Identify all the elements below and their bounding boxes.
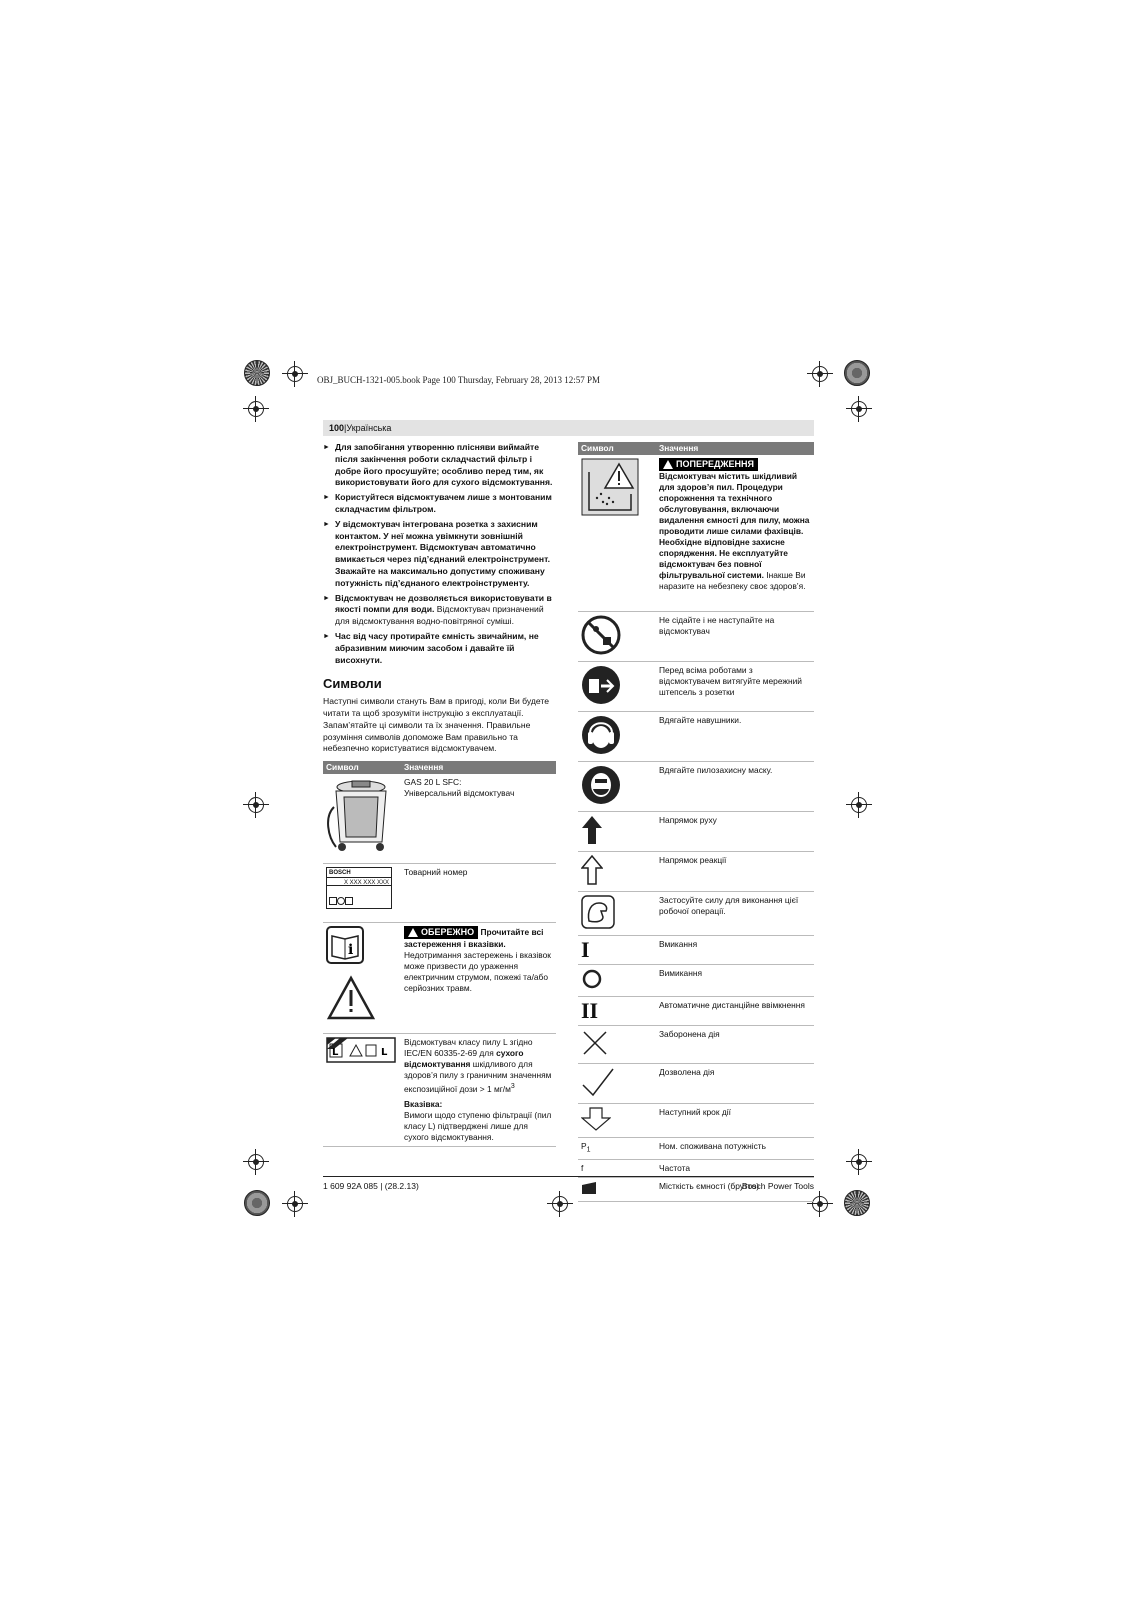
table-row: II Автоматичне дистанційне ввімкнення [578,997,814,1026]
caution-label: ОБЕРЕЖНО [404,926,478,939]
bullet-item: ► Користуйтеся відсмоктувачем лише з монтованим складчастим фільтром. [323,492,556,516]
registration-disc-bottom-left [244,1190,270,1216]
svg-text:L: L [332,1047,339,1059]
table-header-symbol: Символ [323,761,401,774]
auto-on-symbol-icon: II [581,998,599,1023]
table-row: Напрямок реакції [578,852,814,892]
table-row: Дозволена дія [578,1064,814,1104]
bullet-item: ► Час від часу протирайте ємність звичайним, не абразивним миючим засобом і давайте їй висохнути. [323,631,556,666]
bullet-item: ► Відсмоктувач не дозволяється використовувати в якості помпи для води. Відсмоктувач призначений для відсмоктування водно-повітряної суміші. [323,593,556,628]
power-symbol: P [581,1141,587,1151]
read-manual-icon [326,926,364,964]
table-row: Перед всіма роботами з відсмоктувачем витягуйте мережний штепсель з розетки [578,662,814,712]
table-row: f Частота [578,1159,814,1177]
table-row: Вимикання [578,965,814,997]
page-header: 100|Українська [323,420,814,436]
on-symbol-icon: I [581,937,590,962]
symbols-table-right [578,442,814,1202]
crop-mark-bottom-left [287,1196,303,1212]
bullet-item: ► Для запобігання утворенню плісняви виймайте після закінчення роботи складчастий фільтр і добре його просушуйте; особливо перед тим, як використовувати його для сухого відсмоктування. [323,442,556,489]
registration-disc-bottom-right [844,1190,870,1216]
table-header-meaning: Значення [656,442,814,455]
next-step-arrow-icon [581,1107,611,1131]
table-row: I Вмикання [578,936,814,965]
table-row: L L Відсмоктувач класу пилу L згідно IEC/EN 60335-2-69 для сухого відсмоктування шкідливого для здоров’я пилу з граничним значенням експозиційної дози > 1 $мг/м^3$ Вказівка: Вимоги щодо ступеню фільтрації (пил класу L) підтверджені лише для сухого відсмоктування. [323,1034,556,1147]
crop-mark-top-left [287,366,303,382]
crop-mark-right-upper [851,401,867,417]
crop-mark-right-middle [851,797,867,813]
frequency-symbol: f [581,1162,584,1173]
crop-mark-right-lower [851,1154,867,1170]
crop-mark-bottom-right [812,1196,828,1212]
table-header-symbol: Символ [578,442,656,455]
ear-protection-icon [581,715,621,755]
right-column [578,442,814,1202]
svg-text:i: i [348,942,354,959]
movement-arrow-icon [581,815,603,845]
table-row: Наступний крок дії [578,1104,814,1138]
warning-label: ПОПЕРЕДЖЕННЯ [659,458,758,471]
vacuum-cleaner-icon [326,777,396,857]
table-row: $P_1$ Ном. споживана потужність [578,1138,814,1160]
registration-disc-top-left [244,360,270,386]
table-row: ПОПЕРЕДЖЕННЯ Відсмоктувач містить шкідливий для здоров’я пил. Процедури спорожнення та технічного обслуговування, включаючи видалення ємності для пилу, можна проводити лише силами фахівців. Необхідне відповідне захисне спорядження. Не експлуатуйте відсмоктувач без повної фільтрувальної системи. Інакше Ви наразите на небезпеку своє здоров’я. [578,455,814,612]
table-row: Вдягайте пилозахисну маску. [578,762,814,812]
svg-text:L: L [381,1047,388,1059]
reaction-arrow-icon [581,855,603,885]
section-intro: Наступні символи стануть Вам в пригоді, коли Ви будете читати та щоб зрозуміти інструкцію з експлуатації. Запам’ятайте ці символи та їх значення. Правильне розуміння символів допоможе Вам правильно та небезпечно користуватися відсмоктувачем. [323,696,550,754]
footer-doc-number: 1 609 92A 085 | (28.2.13) [323,1181,419,1191]
section-title: Символи [323,676,382,692]
table-row: GAS 20 L SFC: Універсальний відсмоктувач [323,774,556,864]
harmful-dust-warning-icon [581,458,639,516]
container-capacity-icon [581,1181,597,1195]
registration-disc-top-right [844,360,870,386]
symbols-table-left [323,761,556,1147]
dust-mask-icon [581,765,621,805]
table-header-meaning: Значення [401,761,556,774]
rating-plate-icon: BOSCH X XXX XXX XXX [326,867,392,909]
allowed-check-icon [581,1067,615,1097]
table-row: Не сідайте і не наступайте на відсмоктувач [578,612,814,662]
off-symbol-icon [581,968,603,990]
table-row: Застосуйте силу для виконання цієї робочої операції. [578,892,814,936]
footer-divider [323,1176,814,1177]
warning-triangle-icon [326,975,376,1021]
table-row: Місткість ємності (брутто) [578,1177,814,1201]
print-slug: OBJ_BUCH-1321-005.book Page 100 Thursday, February 28, 2013 12:57 PM [317,375,600,385]
crop-mark-bottom-center [552,1196,568,1212]
table-row: Заборонена дія [578,1026,814,1064]
table-row: i ОБЕРЕЖНО Прочитайте всі застереження і вказівки. Недотримання застережень і вказівок може призвести до ураження електричним струмом, пожежі та/або серйозних травм. [323,923,556,1034]
page-number: 100 [329,423,345,433]
table-row: BOSCH X XXX XXX XXX Товарний номер [323,864,556,923]
forbidden-cross-icon [581,1029,609,1057]
crop-mark-top-right [812,366,828,382]
table-row: Вдягайте навушники. [578,712,814,762]
dust-class-l-icon [326,1037,396,1063]
crop-mark-left-upper [248,401,264,417]
crop-mark-left-middle [248,797,264,813]
apply-force-icon [581,895,615,929]
table-row: Напрямок руху [578,812,814,852]
footer-brand: Bosch Power Tools [741,1181,814,1191]
left-column [323,442,556,1147]
crop-mark-left-lower [248,1154,264,1170]
no-sitting-icon [581,615,621,655]
bullet-item: ► У відсмоктувач інтегрована розетка з захисним контактом. У неї можна увімкнути зовнішній електроінструмент. Відсмоктувач автоматично вмикається через під’єднаний електроінструмент. Зважайте на максимально допустиму споживану потужність під’єднаного електроінструменту. [323,519,556,590]
header-language: Українська [346,423,392,433]
unplug-icon [581,665,621,705]
